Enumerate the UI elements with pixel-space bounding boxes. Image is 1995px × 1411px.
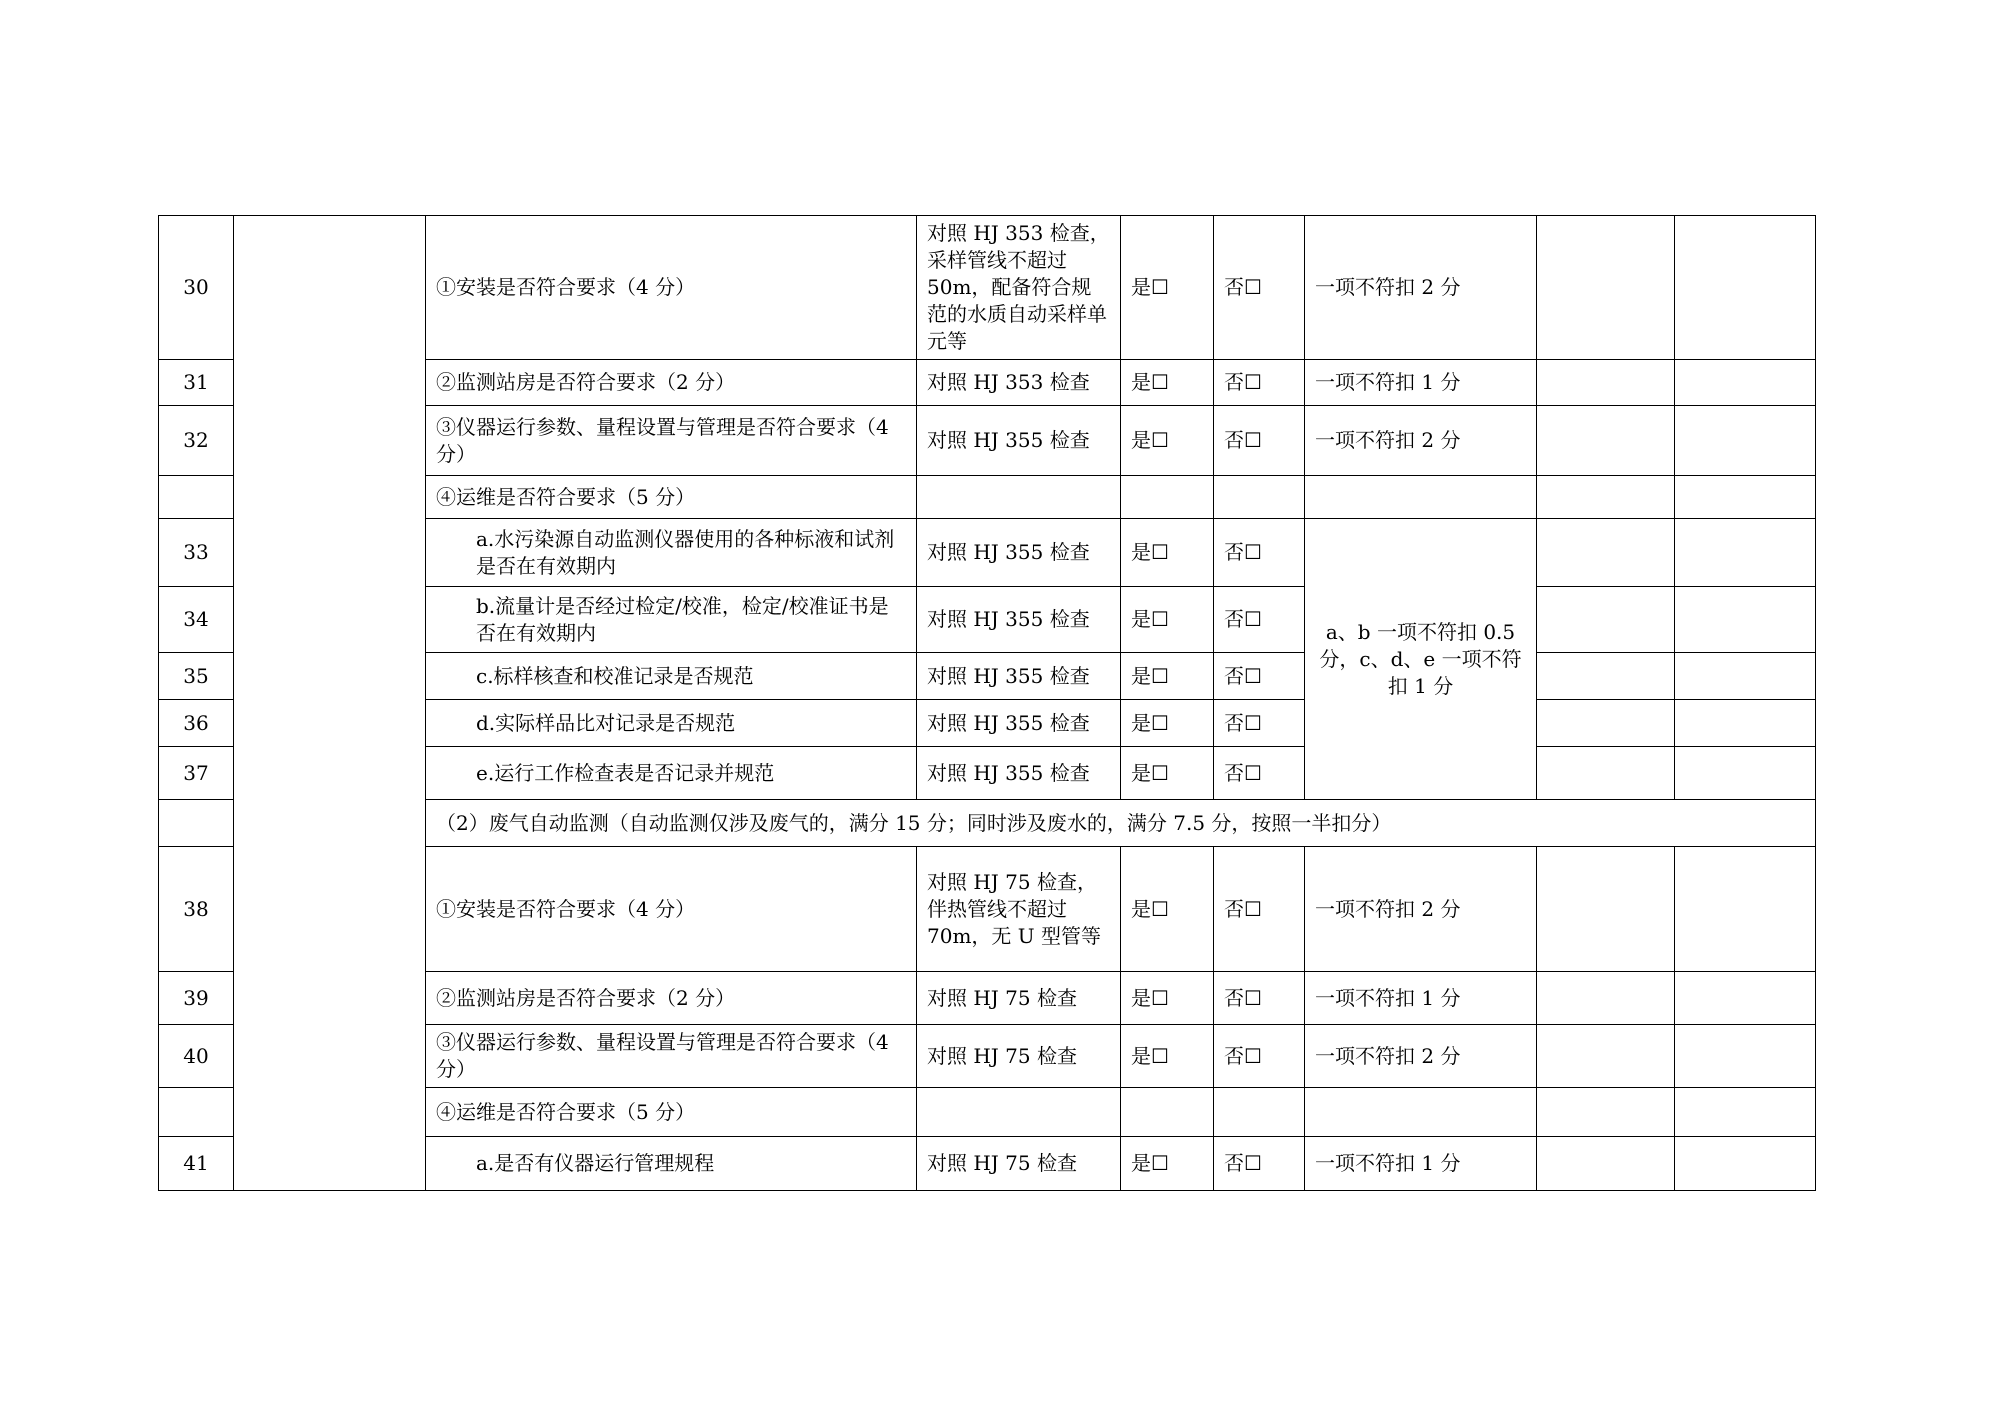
yes-checkbox[interactable]: 是☐	[1121, 747, 1214, 800]
score-cell[interactable]	[1537, 519, 1675, 587]
remark-cell[interactable]	[1675, 216, 1816, 360]
row-number: 37	[159, 747, 234, 800]
no-checkbox[interactable]: 否☐	[1214, 747, 1305, 800]
remark-cell[interactable]	[1675, 406, 1816, 476]
check-method: 对照 HJ 355 检查	[917, 406, 1121, 476]
check-item: ②监测站房是否符合要求（2 分）	[426, 972, 917, 1025]
no-checkbox[interactable]: 否☐	[1214, 519, 1305, 587]
score-cell[interactable]	[1537, 847, 1675, 972]
check-method: 对照 HJ 75 检查	[917, 1137, 1121, 1191]
score-cell[interactable]	[1537, 972, 1675, 1025]
row-number: 36	[159, 700, 234, 747]
remark-cell[interactable]	[1675, 587, 1816, 653]
check-method	[917, 476, 1121, 519]
deduction-rule: 一项不符扣 2 分	[1305, 1025, 1537, 1088]
deduction-rule: 一项不符扣 2 分	[1305, 216, 1537, 360]
table-row	[159, 216, 1816, 360]
yes-checkbox[interactable]: 是☐	[1121, 360, 1214, 406]
no-checkbox[interactable]: 否☐	[1214, 587, 1305, 653]
yes-checkbox[interactable]: 是☐	[1121, 700, 1214, 747]
no-checkbox[interactable]: 否☐	[1214, 216, 1305, 360]
check-item: ②监测站房是否符合要求（2 分）	[426, 360, 917, 406]
score-cell[interactable]	[1537, 1088, 1675, 1137]
deduction-rule	[1305, 476, 1537, 519]
yes-checkbox[interactable]: 是☐	[1121, 587, 1214, 653]
check-method: 对照 HJ 75 检查，伴热管线不超过70m，无 U 型管等	[917, 847, 1121, 972]
row-number: 32	[159, 406, 234, 476]
row-number	[159, 800, 234, 847]
no-checkbox	[1214, 476, 1305, 519]
score-cell[interactable]	[1537, 216, 1675, 360]
deduction-rule: 一项不符扣 1 分	[1305, 972, 1537, 1025]
deduction-rule: 一项不符扣 1 分	[1305, 360, 1537, 406]
remark-cell[interactable]	[1675, 700, 1816, 747]
score-cell[interactable]	[1537, 700, 1675, 747]
yes-checkbox[interactable]: 是☐	[1121, 519, 1214, 587]
score-cell[interactable]	[1537, 653, 1675, 700]
check-method: 对照 HJ 355 检查	[917, 519, 1121, 587]
check-item: ④运维是否符合要求（5 分）	[426, 476, 917, 519]
yes-checkbox[interactable]: 是☐	[1121, 1025, 1214, 1088]
deduction-rule	[1305, 1088, 1537, 1137]
deduction-rule: 一项不符扣 2 分	[1305, 406, 1537, 476]
score-cell[interactable]	[1537, 747, 1675, 800]
remark-cell[interactable]	[1675, 476, 1816, 519]
yes-checkbox[interactable]: 是☐	[1121, 972, 1214, 1025]
remark-cell[interactable]	[1675, 653, 1816, 700]
remark-cell[interactable]	[1675, 747, 1816, 800]
row-number: 34	[159, 587, 234, 653]
yes-checkbox[interactable]: 是☐	[1121, 847, 1214, 972]
deduction-rule: 一项不符扣 1 分	[1305, 1137, 1537, 1191]
score-cell[interactable]	[1537, 476, 1675, 519]
yes-checkbox[interactable]: 是☐	[1121, 406, 1214, 476]
check-method: 对照 HJ 355 检查	[917, 587, 1121, 653]
row-number: 35	[159, 653, 234, 700]
score-cell[interactable]	[1537, 587, 1675, 653]
check-item: ①安装是否符合要求（4 分）	[426, 216, 917, 360]
yes-checkbox[interactable]: 是☐	[1121, 653, 1214, 700]
remark-cell[interactable]	[1675, 1025, 1816, 1088]
section-heading: （2）废气自动监测（自动监测仅涉及废气的，满分 15 分；同时涉及废水的，满分 7.5 分，按照一半扣分）	[426, 800, 1816, 847]
check-method	[917, 1088, 1121, 1137]
check-item: c.标样核查和校准记录是否规范	[426, 653, 917, 700]
no-checkbox[interactable]: 否☐	[1214, 1137, 1305, 1191]
no-checkbox[interactable]: 否☐	[1214, 360, 1305, 406]
row-number: 31	[159, 360, 234, 406]
check-method: 对照 HJ 353 检查	[917, 360, 1121, 406]
no-checkbox[interactable]: 否☐	[1214, 1025, 1305, 1088]
row-number: 41	[159, 1137, 234, 1191]
row-number: 38	[159, 847, 234, 972]
category-cell	[234, 216, 426, 1191]
score-cell[interactable]	[1537, 1137, 1675, 1191]
check-item: ①安装是否符合要求（4 分）	[426, 847, 917, 972]
no-checkbox[interactable]: 否☐	[1214, 653, 1305, 700]
remark-cell[interactable]	[1675, 519, 1816, 587]
yes-checkbox	[1121, 1088, 1214, 1137]
yes-checkbox[interactable]: 是☐	[1121, 1137, 1214, 1191]
row-number: 33	[159, 519, 234, 587]
remark-cell[interactable]	[1675, 1137, 1816, 1191]
check-method: 对照 HJ 355 检查	[917, 700, 1121, 747]
check-item: d.实际样品比对记录是否规范	[426, 700, 917, 747]
check-item: a.是否有仪器运行管理规程	[426, 1137, 917, 1191]
row-number: 40	[159, 1025, 234, 1088]
score-cell[interactable]	[1537, 406, 1675, 476]
score-cell[interactable]	[1537, 360, 1675, 406]
remark-cell[interactable]	[1675, 1088, 1816, 1137]
yes-checkbox[interactable]: 是☐	[1121, 216, 1214, 360]
no-checkbox[interactable]: 否☐	[1214, 972, 1305, 1025]
yes-checkbox	[1121, 476, 1214, 519]
check-method: 对照 HJ 75 检查	[917, 1025, 1121, 1088]
no-checkbox	[1214, 1088, 1305, 1137]
no-checkbox[interactable]: 否☐	[1214, 847, 1305, 972]
no-checkbox[interactable]: 否☐	[1214, 700, 1305, 747]
check-method: 对照 HJ 355 检查	[917, 747, 1121, 800]
score-cell[interactable]	[1537, 1025, 1675, 1088]
row-number	[159, 476, 234, 519]
check-method: 对照 HJ 353 检查，采样管线不超过50m，配备符合规范的水质自动采样单元等	[917, 216, 1121, 360]
remark-cell[interactable]	[1675, 360, 1816, 406]
deduction-rule: 一项不符扣 2 分	[1305, 847, 1537, 972]
remark-cell[interactable]	[1675, 972, 1816, 1025]
check-item: ③仪器运行参数、量程设置与管理是否符合要求（4 分）	[426, 406, 917, 476]
merged-deduction-rule: a、b 一项不符扣 0.5 分，c、d、e 一项不符扣 1 分	[1305, 519, 1537, 800]
check-item: b.流量计是否经过检定/校准，检定/校准证书是否在有效期内	[426, 587, 917, 653]
check-item: e.运行工作检查表是否记录并规范	[426, 747, 917, 800]
check-item: a.水污染源自动监测仪器使用的各种标液和试剂是否在有效期内	[426, 519, 917, 587]
row-number: 30	[159, 216, 234, 360]
check-method: 对照 HJ 355 检查	[917, 653, 1121, 700]
check-method: 对照 HJ 75 检查	[917, 972, 1121, 1025]
inspection-table	[158, 215, 1816, 1191]
remark-cell[interactable]	[1675, 847, 1816, 972]
check-item: ④运维是否符合要求（5 分）	[426, 1088, 917, 1137]
row-number: 39	[159, 972, 234, 1025]
row-number	[159, 1088, 234, 1137]
no-checkbox[interactable]: 否☐	[1214, 406, 1305, 476]
check-item: ③仪器运行参数、量程设置与管理是否符合要求（4 分）	[426, 1025, 917, 1088]
